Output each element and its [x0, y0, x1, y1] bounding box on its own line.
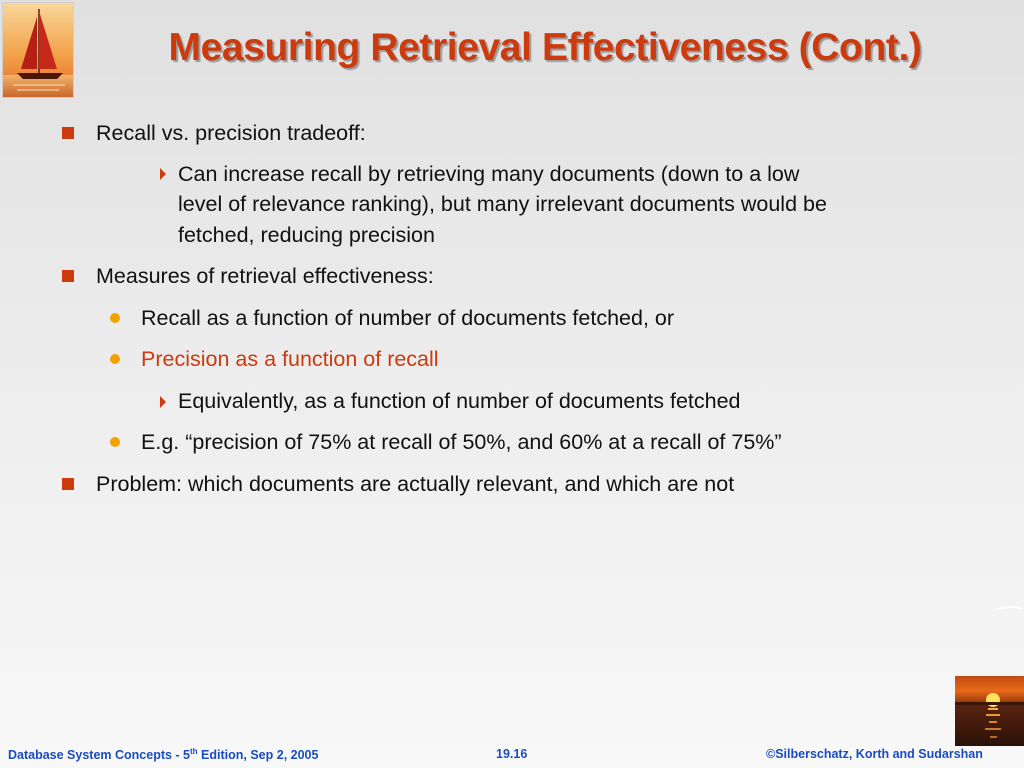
- sub-bullet-line: Equivalently, as a function of number of documents fetched: [178, 389, 741, 413]
- footer-copyright: ©Silberschatz, Korth and Sudarshan: [766, 747, 983, 761]
- square-bullet-icon: [62, 127, 74, 139]
- square-bullet-icon: [62, 478, 74, 490]
- dot-bullet-icon: [110, 437, 120, 447]
- arrow-bullet-icon: [160, 168, 166, 180]
- bullet-item: Measures of retrieval effectiveness:: [96, 264, 434, 288]
- dot-bullet-icon: [110, 354, 120, 364]
- bullet-item: Recall as a function of number of documents fetched, or: [141, 306, 675, 330]
- dot-bullet-icon: [110, 313, 120, 323]
- slide-title: Measuring Retrieval Effectiveness (Cont.): [168, 26, 922, 69]
- bullet-item: Recall vs. precision tradeoff:: [96, 121, 366, 145]
- footer-edition-date: Edition, Sep 2, 2005: [197, 748, 319, 763]
- bullet-item: E.g. “precision of 75% at recall of 50%, and 60% at a recall of 75%”: [141, 430, 782, 454]
- footer-left: [8, 747, 318, 762]
- footer-edition-sup: th: [190, 747, 198, 756]
- arrow-bullet-icon: [160, 396, 166, 408]
- square-bullet-icon: [62, 270, 74, 282]
- footer-book-title: Database System Concepts - 5: [8, 748, 191, 763]
- sub-bullet-line: level of relevance ranking), but many irrelevant documents would be: [178, 192, 827, 216]
- sub-bullet-line: fetched, reducing precision: [178, 223, 435, 247]
- decorative-wave: [996, 606, 1024, 616]
- sub-bullet-line: Can increase recall by retrieving many documents (down to a low: [178, 162, 800, 186]
- bullet-item-highlighted: Precision as a function of recall: [141, 347, 439, 371]
- bullet-item: Problem: which documents are actually relevant, and which are not: [96, 472, 735, 496]
- sunset-logo-icon: [955, 676, 1024, 746]
- footer-page-number: 19.16: [496, 747, 528, 761]
